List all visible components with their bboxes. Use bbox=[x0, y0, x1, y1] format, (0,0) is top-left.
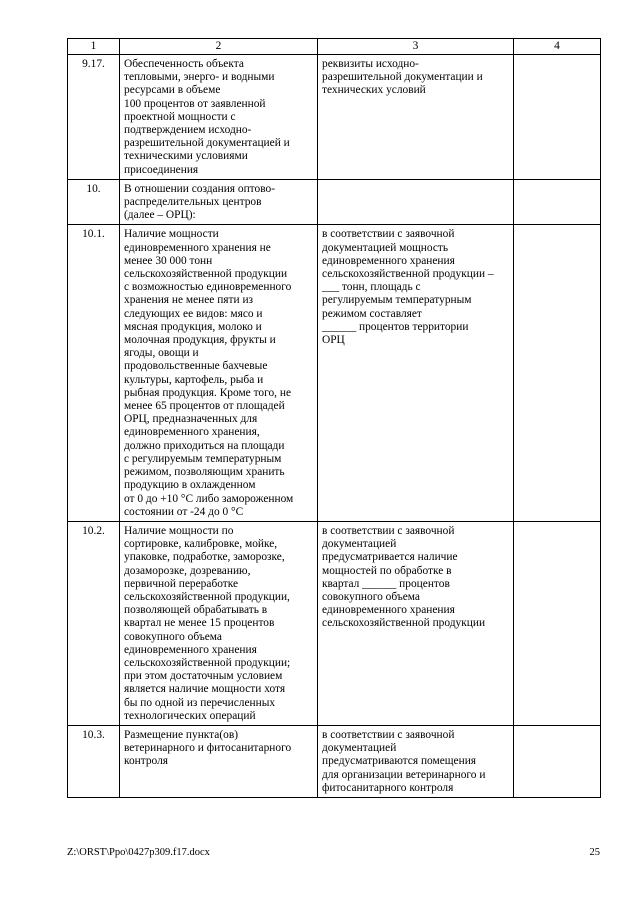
cell-line: присоединения bbox=[124, 163, 199, 176]
cell-line: в соответствии с заявочной bbox=[322, 728, 455, 741]
requirement-cell bbox=[120, 725, 318, 797]
cell-line: менее 65 процентов от площадей bbox=[124, 400, 285, 413]
cell-line: предусматривается наличие bbox=[322, 551, 458, 564]
cell-line: совокупного объема bbox=[322, 590, 420, 603]
cell-line: упаковке, подработке, заморозке, bbox=[124, 551, 285, 564]
cell-line: В отношении создания оптово- bbox=[124, 182, 275, 195]
cell-line: ягоды, овощи и bbox=[124, 347, 199, 360]
cell-line: единовременного хранения, bbox=[124, 426, 260, 439]
score-cell bbox=[514, 521, 601, 725]
cell-line: предусматриваются помещения bbox=[322, 755, 477, 768]
cell-line: в соответствии с заявочной bbox=[322, 228, 455, 241]
cell-line: для организации ветеринарного и bbox=[322, 768, 486, 781]
header-cell-2: 2 bbox=[120, 39, 318, 55]
cell-line: 100 процентов от заявленной bbox=[124, 97, 266, 110]
requirements-table bbox=[67, 38, 601, 798]
table-header-row bbox=[68, 39, 601, 55]
cell-line: (далее – ОРЦ): bbox=[124, 209, 196, 222]
cell-line: ______ процентов территории bbox=[322, 320, 469, 333]
header-cell-1: 1 bbox=[68, 39, 120, 55]
cell-line: продовольственные бахчевые bbox=[124, 360, 268, 373]
cell-line: ресурсами в объеме bbox=[124, 84, 221, 97]
cell-line: мощностей по обработке в bbox=[322, 564, 452, 577]
cell-line: менее 30 000 тонн bbox=[124, 254, 213, 267]
cell-line: разрешительной документации и bbox=[322, 71, 483, 84]
table-row bbox=[68, 225, 601, 521]
cell-line: состоянии от -24 до 0 °C bbox=[124, 505, 244, 518]
requirement-cell bbox=[120, 179, 318, 225]
requirement-cell bbox=[120, 521, 318, 725]
cell-line: ___ тонн, площадь с bbox=[322, 281, 421, 294]
cell-line: в соответствии с заявочной bbox=[322, 524, 455, 537]
table-row bbox=[68, 55, 601, 180]
cell-line: ОРЦ, предназначенных для bbox=[124, 413, 258, 426]
cell-line: квартал ______ процентов bbox=[322, 577, 450, 590]
cell-line: сельскохозяйственной продукции – bbox=[322, 268, 494, 281]
row-number: 10.1. bbox=[68, 225, 120, 521]
cell-line: документацией мощность bbox=[322, 241, 449, 254]
cell-line: Наличие мощности по bbox=[124, 524, 234, 537]
cell-line: сортировке, калибровке, мойке, bbox=[124, 538, 278, 551]
cell-line: техническими условиями bbox=[124, 150, 248, 163]
cell-line: квартал не менее 15 процентов bbox=[124, 617, 275, 630]
footer-page-number: 25 bbox=[589, 847, 600, 858]
footer-file-path: Z:\ORST\Ppo\0427p309.f17.docx bbox=[67, 847, 210, 858]
cell-line: проектной мощности с bbox=[124, 110, 236, 123]
cell-line: ветеринарного и фитосанитарного bbox=[124, 742, 292, 755]
score-cell bbox=[514, 179, 601, 225]
cell-line: контроля bbox=[124, 755, 169, 768]
cell-line: продукцию в охлажденном bbox=[124, 479, 256, 492]
cell-line: молочная продукция, фрукты и bbox=[124, 334, 276, 347]
cell-line: является наличие мощности хотя bbox=[124, 683, 286, 696]
cell-line: технических условий bbox=[322, 84, 426, 97]
cell-line: хранения не менее пяти из bbox=[124, 294, 254, 307]
cell-line: разрешительной документацией и bbox=[124, 137, 290, 150]
cell-line: технологических операций bbox=[124, 709, 256, 722]
cell-line: первичной переработке bbox=[124, 577, 239, 590]
cell-line: единовременного хранения bbox=[322, 254, 455, 267]
cell-line: документацией bbox=[322, 742, 397, 755]
row-number: 10.3. bbox=[68, 725, 120, 797]
cell-line: должно приходиться на площади bbox=[124, 439, 285, 452]
cell-line: фитосанитарного контроля bbox=[322, 781, 454, 794]
cell-line: единовременного хранения bbox=[322, 604, 455, 617]
row-number: 9.17. bbox=[68, 55, 120, 180]
cell-line: сельскохозяйственной продукции, bbox=[124, 590, 290, 603]
cell-line: тепловыми, энерго- и водными bbox=[124, 71, 275, 84]
row-number: 10.2. bbox=[68, 521, 120, 725]
cell-line: распределительных центров bbox=[124, 196, 262, 209]
cell-line: бы по одной из перечисленных bbox=[124, 696, 276, 709]
table-row bbox=[68, 179, 601, 225]
cell-line: ОРЦ bbox=[322, 334, 345, 347]
header-cell-4: 4 bbox=[514, 39, 601, 55]
confirmation-cell bbox=[318, 521, 514, 725]
row-number: 10. bbox=[68, 179, 120, 225]
cell-line: рыбная продукция. Кроме того, не bbox=[124, 386, 292, 399]
cell-line: сельскохозяйственной продукции bbox=[124, 268, 288, 281]
cell-line: совокупного объема bbox=[124, 630, 222, 643]
cell-line: подтверждением исходно- bbox=[124, 124, 252, 137]
cell-line: единовременного хранения bbox=[124, 643, 257, 656]
cell-line: мясная продукция, молоко и bbox=[124, 320, 262, 333]
cell-line: культуры, картофель, рыба и bbox=[124, 373, 264, 386]
cell-line: позволяющей обрабатывать в bbox=[124, 604, 268, 617]
cell-line: с регулируемым температурным bbox=[124, 452, 282, 465]
header-cell-3: 3 bbox=[318, 39, 514, 55]
requirement-cell bbox=[120, 225, 318, 521]
score-cell bbox=[514, 225, 601, 521]
confirmation-cell bbox=[318, 179, 514, 225]
cell-line: дозаморозке, дозреванию, bbox=[124, 564, 251, 577]
table-row bbox=[68, 725, 601, 797]
requirement-cell bbox=[120, 55, 318, 180]
cell-line: режимом составляет bbox=[322, 307, 422, 320]
score-cell bbox=[514, 55, 601, 180]
cell-line: сельскохозяйственной продукции bbox=[322, 617, 486, 630]
table-row bbox=[68, 521, 601, 725]
cell-line: при этом достаточным условием bbox=[124, 670, 283, 683]
cell-line: реквизиты исходно- bbox=[322, 58, 419, 70]
confirmation-cell bbox=[318, 55, 514, 180]
confirmation-cell bbox=[318, 725, 514, 797]
cell-line: с возможностью единовременного bbox=[124, 281, 292, 294]
cell-line: сельскохозяйственной продукции; bbox=[124, 656, 291, 669]
cell-line: единовременного хранения не bbox=[124, 241, 271, 254]
score-cell bbox=[514, 725, 601, 797]
cell-line: регулируемым температурным bbox=[322, 294, 472, 307]
cell-line: следующих ее видов: мясо и bbox=[124, 307, 263, 320]
cell-line: документацией bbox=[322, 538, 397, 551]
cell-line: Обеспеченность объекта bbox=[124, 58, 244, 70]
cell-line: Наличие мощности bbox=[124, 228, 219, 241]
confirmation-cell bbox=[318, 225, 514, 521]
cell-line: Размещение пункта(ов) bbox=[124, 728, 239, 741]
cell-line: от 0 до +10 °C либо замороженном bbox=[124, 492, 294, 505]
cell-line: режимом, позволяющим хранить bbox=[124, 466, 285, 479]
